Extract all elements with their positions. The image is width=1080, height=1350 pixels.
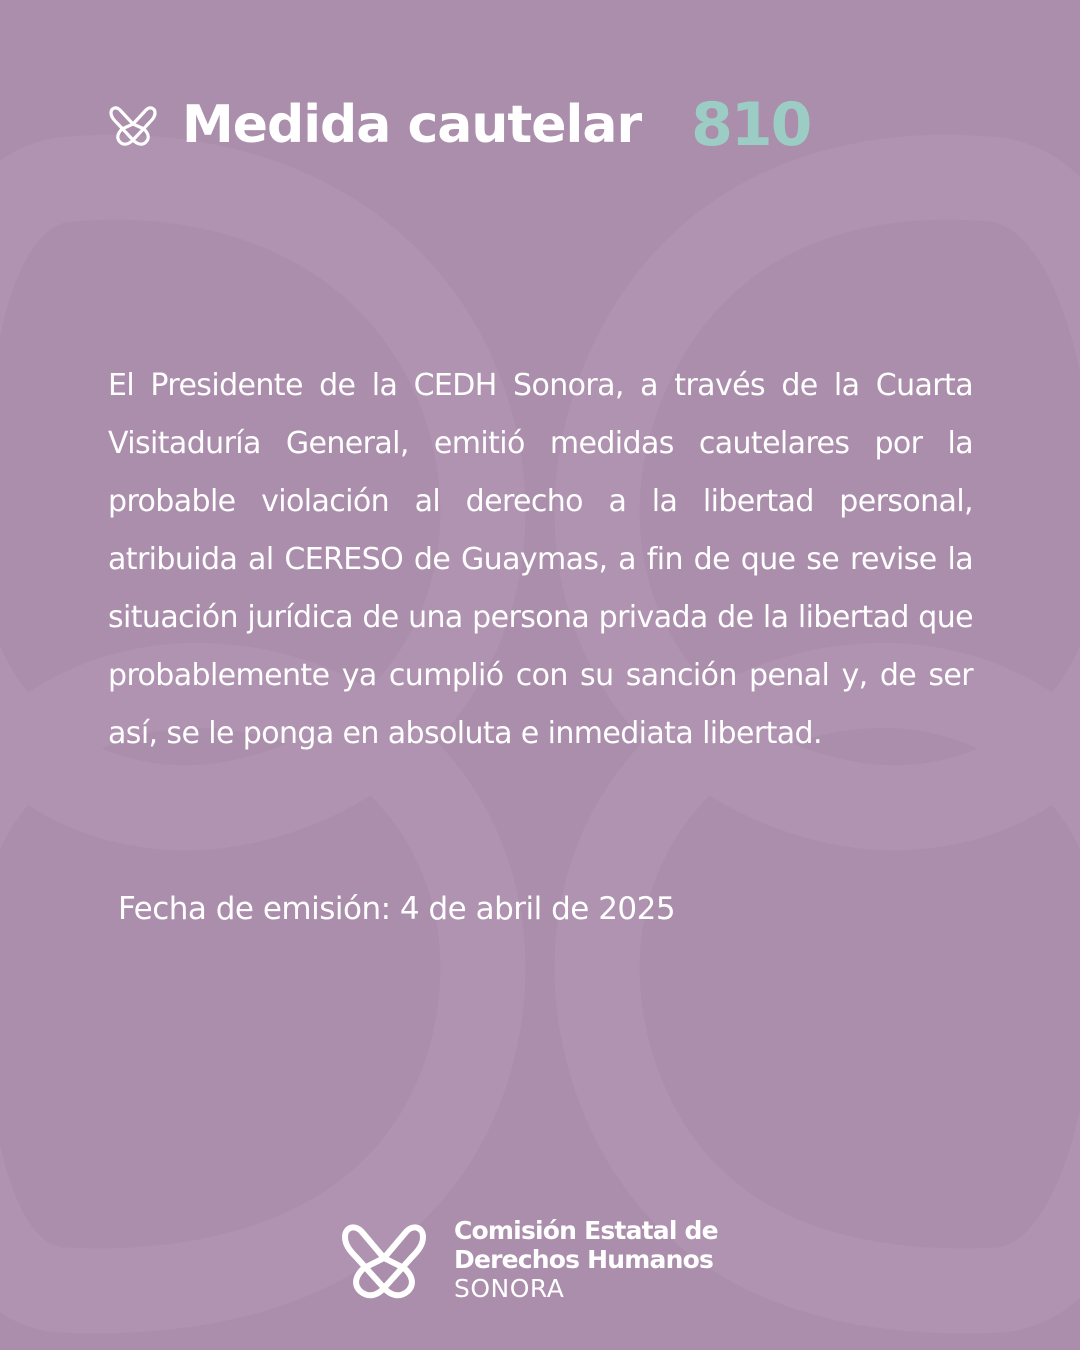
org-state: SONORA — [454, 1274, 565, 1303]
measure-number: 810 — [691, 90, 811, 160]
page-title: Medida cautelar — [182, 95, 642, 155]
org-name-line2: Derechos Humanos — [454, 1245, 714, 1274]
emission-date: Fecha de emisión: 4 de abril de 2025 — [118, 891, 676, 927]
body-paragraph: El Presidente de la CEDH Sonora, a través de la Cuarta Visitaduría General, emitió medidas cautelares por la probable violación al derecho a la libertad personal, atribuida al CERESO de Guaymas, a fin de que se revise la situación jurídica de una persona privada de la libertad que probablemente ya cumplió con su sanción penal y, de ser así, se le ponga en absoluta e inmediata libertad. — [108, 368, 973, 751]
cedh-logo-icon — [340, 1218, 428, 1302]
org-name — [454, 1216, 718, 1303]
org-name-line1: Comisión Estatal de — [454, 1216, 718, 1245]
cedh-logo-icon — [108, 102, 158, 148]
header — [108, 92, 810, 158]
footer-logo — [340, 1216, 718, 1303]
